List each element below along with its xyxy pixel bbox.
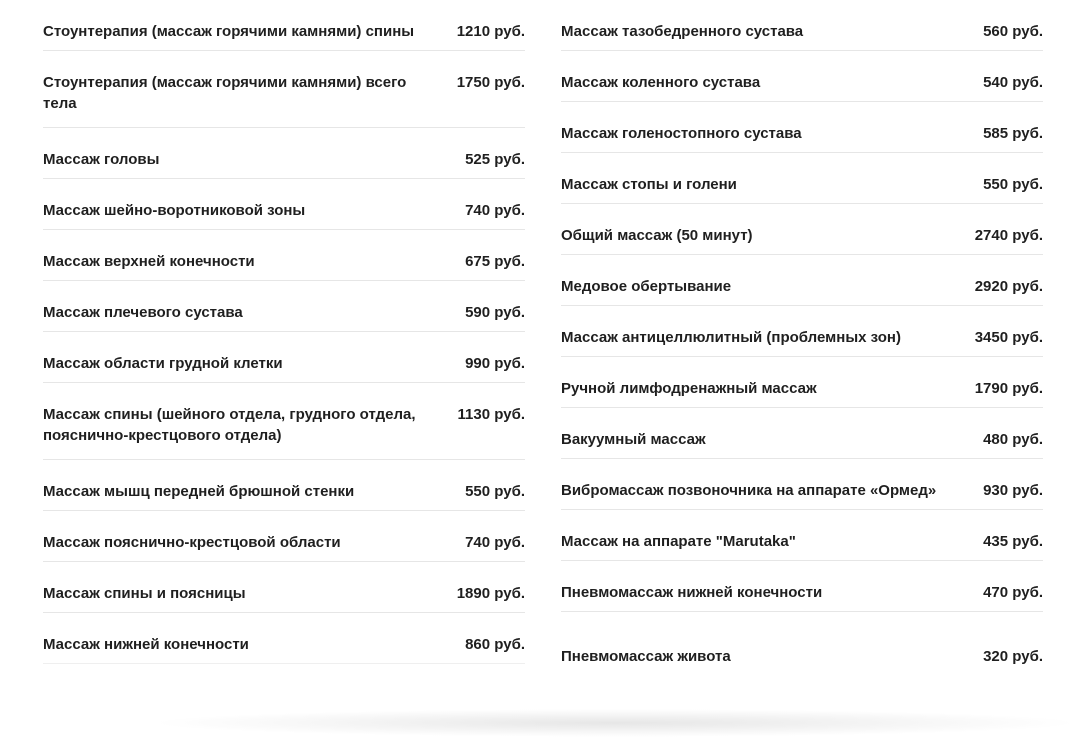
service-price: 2740 руб. (974, 227, 1043, 244)
service-name: Массаж антицеллюлитный (проблемных зон) (561, 329, 901, 346)
service-price: 550 руб. (983, 176, 1043, 193)
service-price: 1750 руб. (456, 74, 525, 91)
service-name: Стоунтерапия (массаж горячими камнями) спины (43, 23, 415, 40)
service-price: 930 руб. (983, 482, 1043, 499)
price-row (561, 357, 1043, 408)
service-name: Медовое обертывание (561, 278, 732, 295)
service-name: Массаж стопы и голени (561, 176, 737, 193)
price-row (561, 306, 1043, 357)
service-name: Вакуумный массаж (561, 431, 706, 448)
price-row (561, 204, 1043, 255)
bottom-shadow (150, 709, 1080, 737)
service-name: Массаж пояснично-крестцовой области (43, 534, 341, 551)
service-name: Общий массаж (50 минут) (561, 227, 753, 244)
service-name: Массаж плечевого сустава (43, 304, 243, 321)
price-row (561, 408, 1043, 459)
service-name: Массаж спины и поясницы (43, 585, 246, 602)
service-price: 590 руб. (465, 304, 525, 321)
price-row (43, 281, 525, 332)
service-price: 435 руб. (983, 533, 1043, 550)
price-row (43, 383, 525, 460)
price-row (43, 179, 525, 230)
service-price: 550 руб. (465, 483, 525, 500)
service-price: 320 руб. (983, 648, 1043, 665)
service-name: Пневмомассаж живота (561, 648, 731, 665)
price-column-left (43, 0, 525, 682)
service-price: 675 руб. (465, 253, 525, 270)
price-row (561, 0, 1043, 51)
price-row (43, 128, 525, 179)
price-row (43, 460, 525, 511)
service-price: 740 руб. (465, 202, 525, 219)
price-row (43, 613, 525, 664)
price-row (561, 510, 1043, 561)
price-row (561, 102, 1043, 153)
service-price: 2920 руб. (974, 278, 1043, 295)
service-price: 740 руб. (465, 534, 525, 551)
price-row (561, 561, 1043, 612)
service-name: Массаж коленного сустава (561, 74, 761, 91)
service-name: Массаж голеностопного сустава (561, 125, 802, 142)
price-row (561, 153, 1043, 204)
service-name: Массаж шейно-воротниковой зоны (43, 202, 306, 219)
service-price: 1130 руб. (457, 406, 525, 423)
price-row (43, 230, 525, 281)
service-name: Массаж на аппарате "Marutaka" (561, 533, 796, 550)
price-column-right (561, 0, 1043, 682)
service-price: 480 руб. (983, 431, 1043, 448)
service-price: 525 руб. (465, 151, 525, 168)
service-name: Массаж спины (шейного отдела, грудного отдела, пояснично-крестцового отдела) (43, 406, 416, 444)
service-price: 540 руб. (983, 74, 1043, 91)
service-price: 3450 руб. (974, 329, 1043, 346)
service-name: Массаж тазобедренного сустава (561, 23, 804, 40)
price-row (43, 562, 525, 613)
price-row (561, 612, 1043, 682)
service-price: 585 руб. (983, 125, 1043, 142)
service-name: Массаж нижней конечности (43, 636, 249, 653)
service-price: 470 руб. (983, 584, 1043, 601)
service-name: Стоунтерапия (массаж горячими камнями) всего тела (43, 74, 407, 112)
service-name: Вибромассаж позвоночника на аппарате «Ормед» (561, 482, 937, 499)
price-row (43, 332, 525, 383)
service-price: 1890 руб. (456, 585, 525, 602)
price-row (561, 255, 1043, 306)
service-price: 1790 руб. (974, 380, 1043, 397)
service-price: 860 руб. (465, 636, 525, 653)
service-price: 990 руб. (465, 355, 525, 372)
price-row (561, 51, 1043, 102)
service-name: Массаж мышц передней брюшной стенки (43, 483, 355, 500)
service-name: Массаж верхней конечности (43, 253, 255, 270)
price-row (561, 459, 1043, 510)
price-row (43, 0, 525, 51)
price-list (43, 0, 1043, 682)
service-name: Массаж области грудной клетки (43, 355, 283, 372)
price-row (43, 511, 525, 562)
service-name: Ручной лимфодренажный массаж (561, 380, 817, 397)
service-price: 560 руб. (983, 23, 1043, 40)
service-price: 1210 руб. (456, 23, 525, 40)
service-name: Массаж головы (43, 151, 160, 168)
price-row (43, 51, 525, 128)
service-name: Пневмомассаж нижней конечности (561, 584, 823, 601)
